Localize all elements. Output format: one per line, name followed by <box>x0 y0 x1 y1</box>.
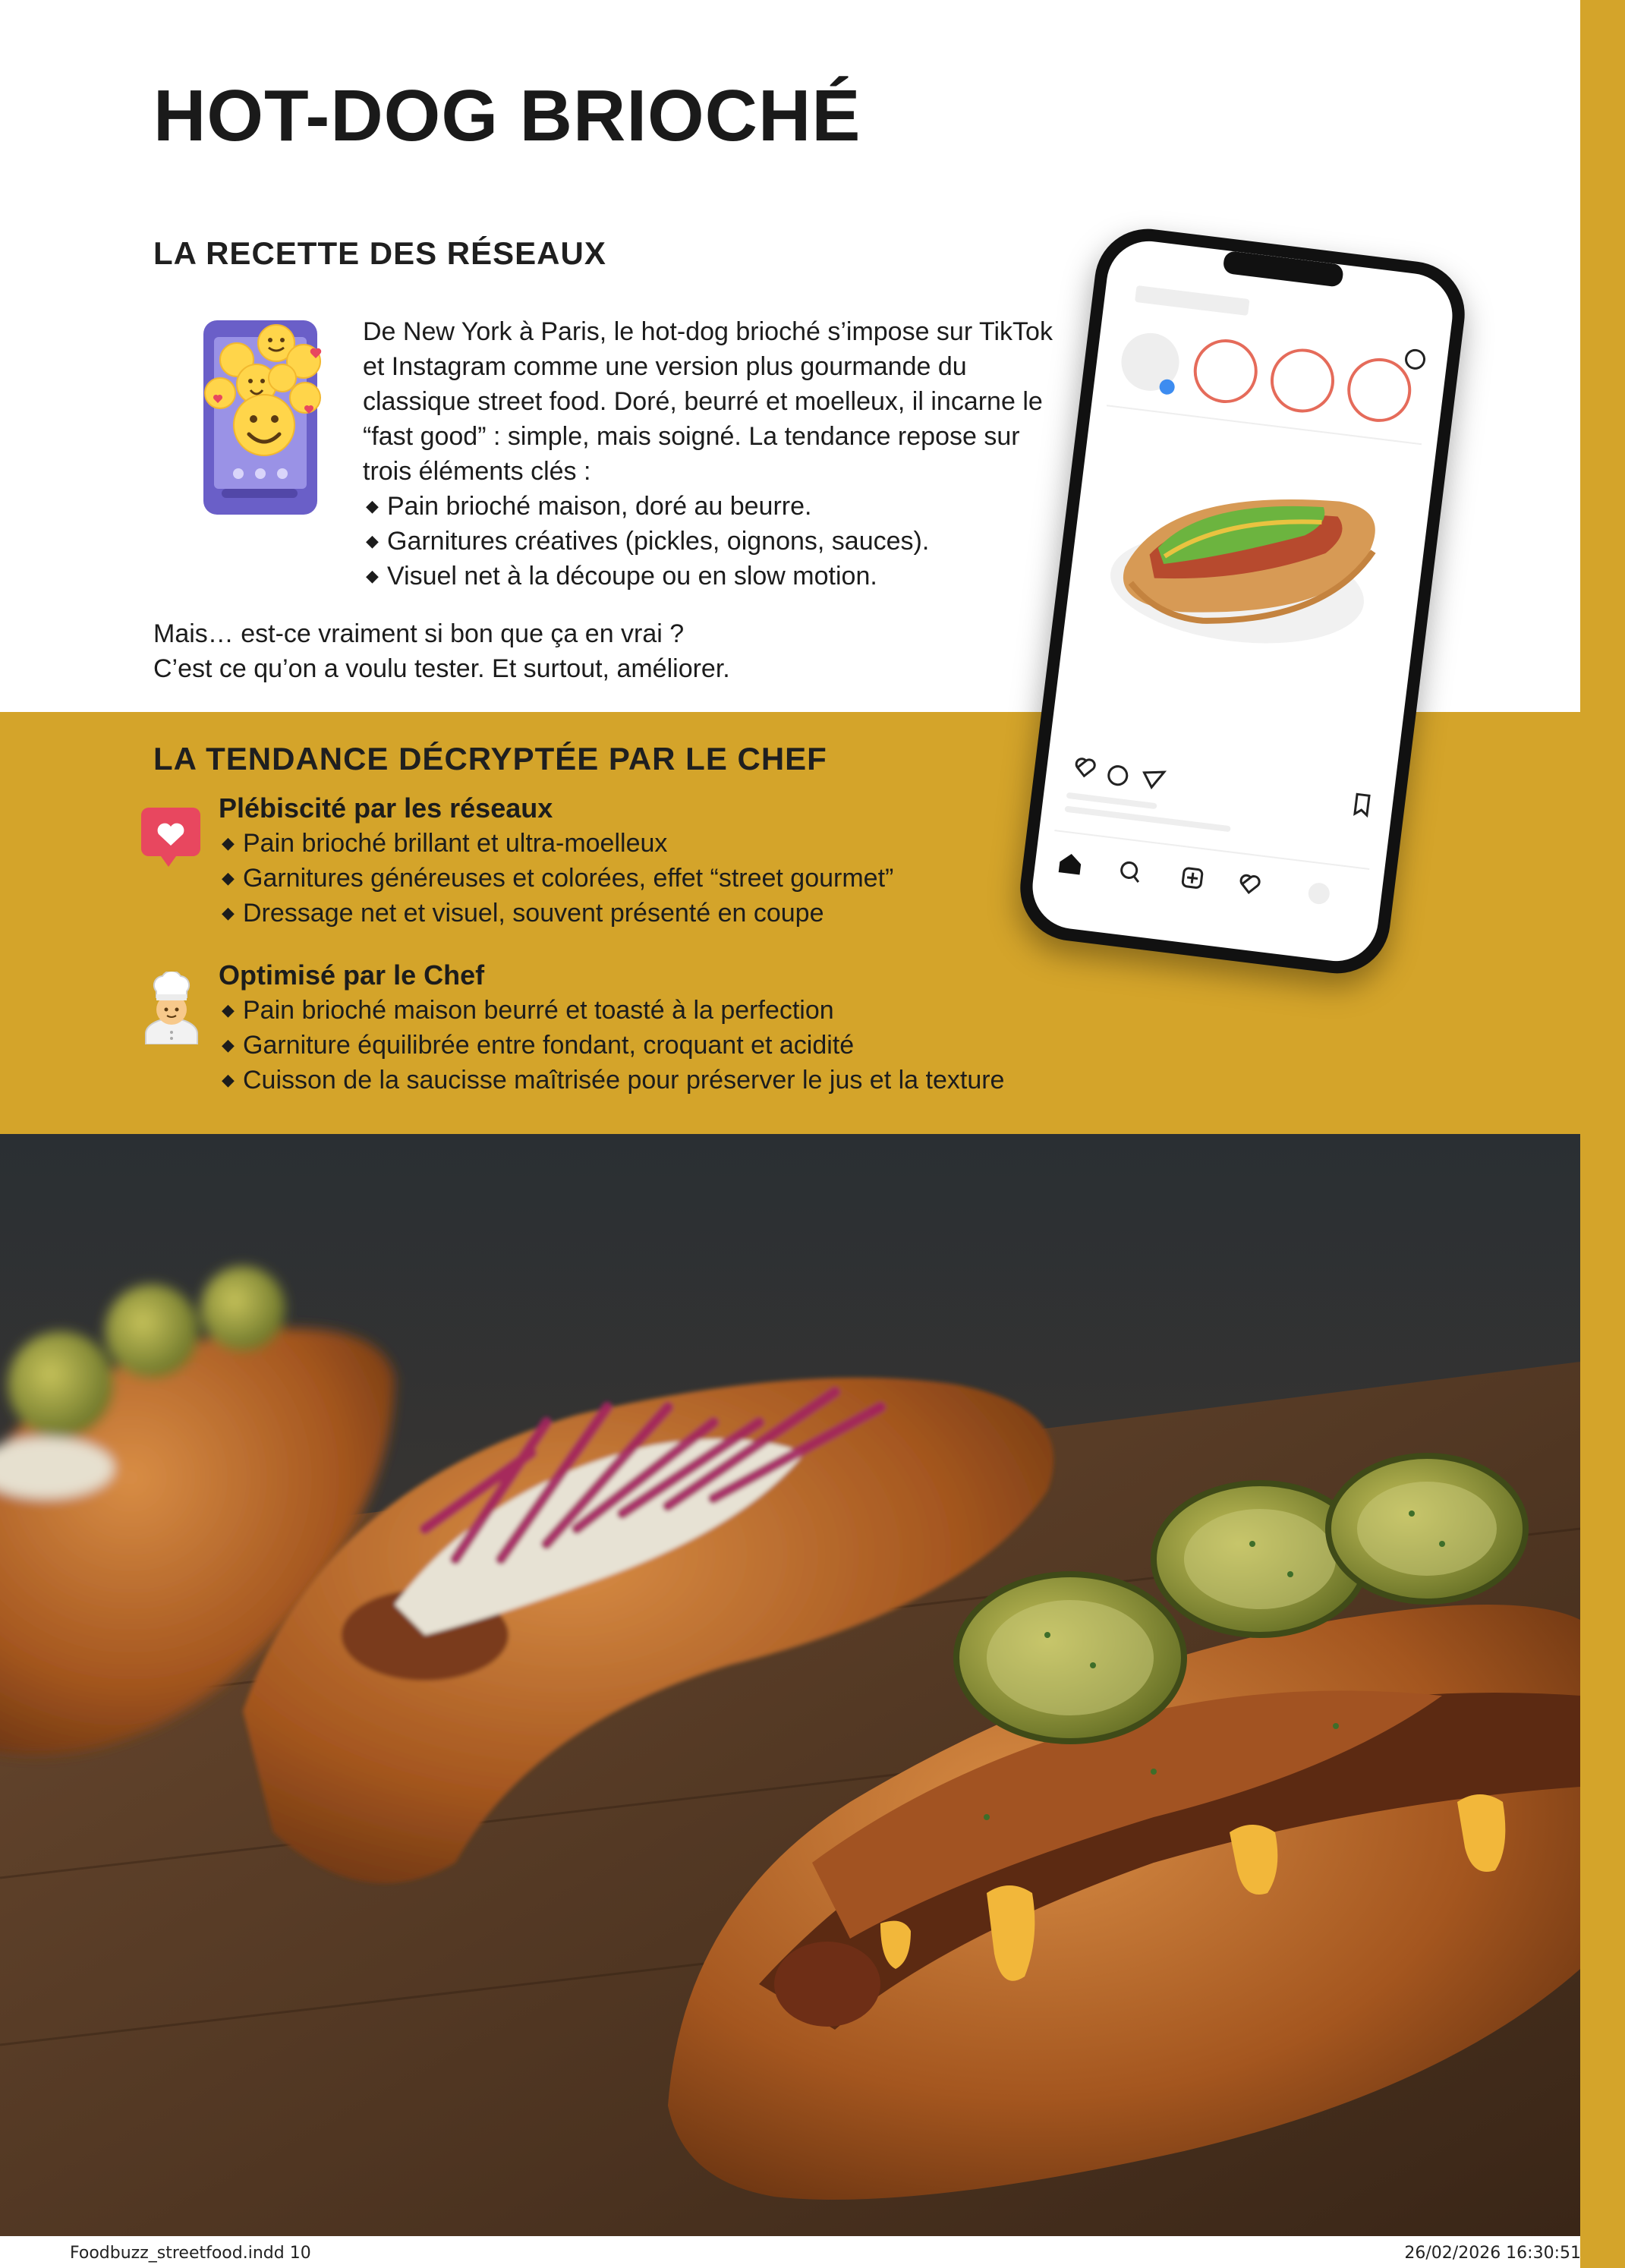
list-item: ◆ Pain brioché maison, doré au beurre. <box>363 489 1061 524</box>
phone-screen <box>1028 236 1457 965</box>
list-item: ◆ Dressage net et visuel, souvent présenté en coupe <box>219 896 1205 931</box>
outro-text <box>153 616 730 686</box>
intro-text <box>363 314 1061 594</box>
list-item: ◆ Visuel net à la découpe ou en slow motion. <box>363 559 1061 594</box>
hot-dog-photo <box>0 1134 1580 2236</box>
intro-paragraph: De New York à Paris, le hot-dog brioché s’impose sur TikTok et Instagram comme une version plus gourmande du classique street food. Doré, beurré et moelleux, il incarne le “fast good” : simple, mais soigné. La tendance repose sur trois éléments clés : <box>363 317 1053 486</box>
heart-icon <box>138 805 203 870</box>
list-item: ◆ Pain brioché brillant et ultra-moelleux <box>219 826 1205 861</box>
trend-block-chef <box>219 958 1205 1098</box>
section-heading-trend: LA TENDANCE DÉCRYPTÉE PAR LE CHEF <box>153 741 827 776</box>
chef-points-list <box>219 993 1205 1098</box>
list-item: ◆ Garnitures généreuses et colorées, effet “street gourmet” <box>219 861 1205 896</box>
trend-block-title: Optimisé par le Chef <box>219 959 485 991</box>
list-item: ◆ Garniture équilibrée entre fondant, croquant et acidité <box>219 1028 1205 1063</box>
messenger-icon <box>1405 349 1425 370</box>
list-item: ◆ Cuisson de la saucisse maîtrisée pour préserver le jus et la texture <box>219 1063 1205 1098</box>
list-item: ◆ Garnitures créatives (pickles, oignons, sauces). <box>363 524 1061 559</box>
section-heading-recipe: LA RECETTE DES RÉSEAUX <box>153 235 606 271</box>
key-elements-list <box>363 489 1061 594</box>
side-color-band <box>1580 0 1625 2268</box>
chef-icon <box>141 972 202 1044</box>
footer-file-info: Foodbuzz_streetfood.indd 10 <box>70 2244 311 2263</box>
list-item: ◆ Pain brioché maison beurré et toasté à la perfection <box>219 993 1205 1028</box>
page-title: HOT-DOG BRIOCHÉ <box>153 75 861 156</box>
social-emoji-phone-icon <box>191 314 335 519</box>
outro-line-2: C’est ce qu’on a voulu tester. Et surtout, améliorer. <box>153 654 730 683</box>
footer-timestamp: 26/02/2026 16:30:51 <box>1404 2244 1581 2263</box>
outro-line-1: Mais… est-ce vraiment si bon que ça en vrai ? <box>153 619 685 648</box>
trend-block-title: Plébiscité par les réseaux <box>219 792 553 824</box>
